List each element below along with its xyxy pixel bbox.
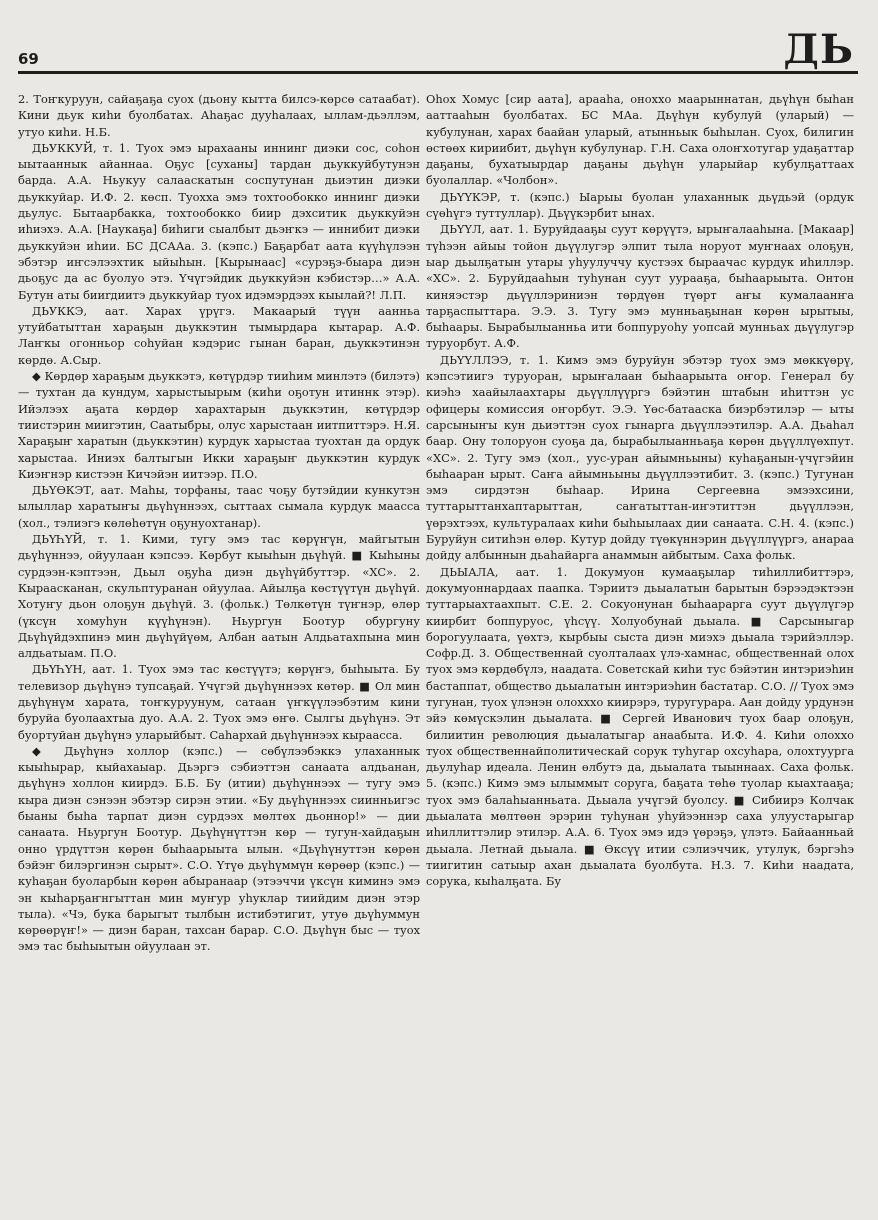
entry-paragraph: Оһох Хомус [сир аата], арааһа, оноххо маарыннатан, дьүһүн быһан ааттааһын буолбатах. БС МАа. Дьүһүн кубулуй (уларый) — кубулунан, харах баайан уларый, атынньык быһылан. Суох, билигин өстөөх кириибит, дьүһүн кубулунар. Г.Н. Саха олоҥхотугар удаҕаттар даҕаны, бухатыырдар даҕаны дьүһүн уларыйар кубулҕаттаах буолаллар. «Чолбон». <box>426 92 854 188</box>
header-rule <box>18 71 858 74</box>
entry-paragraph: ДЬҮҮЛЛЭЭ, т. 1. Кимэ эмэ буруйун эбэтэр туох эмэ мөккүөрү, кэпсэтиигэ туруоран, ырыҥалаан быһаарыыта оҥор. Генерал бу киэһэ хаайылаахтары дьүүллүүргэ бэйэтин штабын иһиттэн ус офицеры комиссия оҥорбут. Э.Э. Үөс-батааска биэрбэтилэр — ыты сарсыныҥы кун дьиэттэн суох гынарга дьүүллээтилэр. А.А. Дьаһал баар. Ону толоруон суоҕа да, бырабылыанньаҕа көрөн дьүүллүөхпут. «ХС». 2. Тугу эмэ (хол., уус-уран айымньыны) куһаҕанын-үчүгэйин быһааран ырыт. Саҥа айымньыны дьүүллээтибит. 3. (кэпс.) Тугунан эмэ сирдэтэн быһаар. Ирина Сергеевна эмээхсини, туттарыттанхаптарыттан, саҥатыттан-иҥэтиттэн дьүүллээн, үөрэхтээх, культуралаах киһи быһыылаах дии санаата. С.Н. 4. (кэпс.) Буруйун ситиһэн өлөр. Кутур дойду түөкүннэрин дьүүллүүргэ, анараа дойду албыннын дьаһайарга анаммын айбытым. Саха фольк. <box>426 352 854 563</box>
entry-paragraph: ◆ Көрдөр хараҕым дьуккэтэ, көтүрдэр тииһим минлэтэ (билэтэ) — тухтан да кундум, харыстыырым (киһи оҕотун итиннк этэр). Ийэлээх аҕата көрдөр харахтарын дьуккэтин, көтүрдэр тиистэрин мииrэтин, Саатыбры, олус харыстаан иитпиттэрэ. Н.Я. Хараҕыҥ харатын (дьуккэтин) курдук харыстаа туохтан да ордук харыстаа. Иниэх балтыгын Икки хараҕыҥ дьуккэтин курдук Киэҥнэр кистээн Кичэйэн иитээр. П.О. <box>18 369 420 481</box>
section-letter-heading: ДЬ <box>783 26 854 73</box>
left-column <box>18 91 420 1191</box>
entry-paragraph: ДЬҮҺҮЙ, т. 1. Кими, тугу эмэ тас көрүҥүн, майгытын дьүһүннээ, ойуулаан кэпсээ. Көрбут кыыһын дьүһүй. ■ Кыһыны сурдээн-кэптээн, Дьыл оҕуһа диэн дьүһүйбуттэр. «ХС». 2. Кыраасканан, скульптуранан ойуулаа. Айылҕа көстүүтүн дьүһүй. Хотуҥу дьон олоҕун дьүһүй. 3. (фольк.) Төлкөтүн түҥнэр, өлөр (үксүн хомуһун күүһүнэн). Ньургун Боотур обургуну Дьүһүйдэхпинэ мин дьүһүйүөм, Албан аатын Алдьатахпына мин алдьатыам. П.О. <box>18 532 420 661</box>
entry-paragraph: ДЬҮҮКЭР, т. (кэпс.) Ыарыы буолан улаханнык дьүдьэй (ордук сүөһүгэ туттуллар). Дьүүкэрбит ынах. <box>426 189 854 221</box>
entry-paragraph: ДЬУККЭ, аат. Харах үрүгэ. Макаарый түүн аанньа утуйбатыттан хараҕын дьуккэтин тымырдара кытарар. А.Ф. Лаҥкы огонньор соһуйан кэдэрис гынан баран, дьуккэтинэн көрдө. А.Сыр. <box>18 303 420 367</box>
entry-paragraph: ◆ Дьүһүнэ холлор (кэпс.) — сөбүлээбэккэ улаханнык кыыһырар, кыйахаыар. Дьэргэ сэбиэттэн санаата алдьанан, дьүһүнэ холлон киирдэ. Б.Б. Бу (итии) дьүһүннээх — тугу эмэ кыра диэн сэнээн эбэтэр сирэн этии. «Бу дьүһүннээх сиинньигэс быаны быһа тарпат диэн сурдээх мөлтөх дьоннор!» — дии санаата. Ньургун Боотур. Дьүһүнүттэн көр — тугун-хайдаҕын онно үрдүттэн көрөн быһаарыыта ылын. «Дьүһүнуттэн көрөн бэйэҥ билэргинэн сырыт». С.О. Үтүө дьүһүммүн көрөөр (кэпс.) — куһаҕан буоларбын көрөн абыранаар (этээччи үксүн киминэ эмэ эн кыһарҕаҥнгыттан мин муҥур уһуклар тиийдим диэн этэр тыла). «Чэ, бука барыгыт тылбын истибэтигит, утуө дьүһуммун көрөөрүҥ!» — диэн баран, тахсан барар. С.О. Дьүһүн быс — туох эмэ тас быһыытын ойуулаан эт. <box>18 743 420 954</box>
entry-paragraph: ДЬҮҮЛ, аат. 1. Буруйдааҕы суут көрүүтэ, ырыҥалааһына. [Макаар] түһээн айыы тойон дьүүлугэр элпит тыла норуот муҥнаах олоҕун, ыар дьылҕатын утары уһуулуччу кустээх быраачас курдук иһиллэр. «ХС». 2. Буруйдааһын туһунан суут уурааҕа, быһаарыыта. Онтон киняэстэр дьүүллэриниэн төрдүөн түөрт аҥы кумалаанҥа тарҕаспыттара. Э.Э. 3. Тугу эмэ мунньаҕынан көрөн ырытыы, быһаары. Бырабылыанньа ити боппуруоһу уопсай мунньах дьүүлугэр туруорбут. А.Ф. <box>426 222 854 351</box>
entry-paragraph: 2. Тоҥкуруун, сайаҕаҕа суох (дьону кытта билсэ-көрсө сатаабат). Кини дьук киһи буолбатах. Аһаҕас дууһалаах, ыллам-дьэллэм, утуо киһи. Н.Б. <box>18 92 420 139</box>
entry-paragraph: ДЬУККУЙ, т. 1. Туох эмэ ырахааны иннинг диэки сос, соһон ыытааннык айаннаа. Оҕус [суханы] тардан дьуккуйбутунэн барда. А.А. Ньукуу салааскатын соспутунан дьиэтин диэки дьуккуйар. И.Ф. 2. көсп. Туохха эмэ тохтообокко иннинг диэки дьулус. Бытаарбакка, тохтообокко биир дэхситик дьуккуйэн иһиэхэ. А.А. [Наукаҕа] биһиги сыалбыт дьэҥкэ — иннибит диэки дьуккуйэн иһии. БС ДСААа. 3. (кэпс.) Баҕарбат аата күүһүлээн эбэтэр иҥсэлээхтик ыйыһын. [Кырынаас] «сурэҕэ-быара диэн дьоҕус да ас буолуо этэ. Үчүгэйдик дьуккуйэн кэбистэр…» А.А. Бутун аты бииrдиитэ дьуккуйар туох идэмэрдээх кыылай?! Л.П. <box>18 140 420 302</box>
right-column <box>426 91 854 1191</box>
entry-paragraph: ДЬҮҺҮН, аат. 1. Туох эмэ тас көстүүтэ; көрүҥэ, быһыыта. Бу телевизор дьүһүнэ тупсаҕай. Үчүгэй дьүһүннээх көтөр. ■ Ол мин дьүһүнүм харата, тоҥкуруунум, сатаан үҥкүүлээбэтим кини буруйа буолаахтыа дуо. А.А. 2. Туох эмэ өҥө. Сылгы дьүһүнэ. Эт буортуйан дьүһүнэ уларыйбыт. Саһархай дьүһүннээх кыраасса. <box>18 662 420 742</box>
entry-paragraph: ДЬЫАЛА, аат. 1. Докумуон кумааҕылар тиһиллибиттэрэ, докумуоннардаах паапка. Тэриитэ дьыалатын барытын бэрээдэктээн туттарыахтаахпыт. С.Е. 2. Сокуонунан быһаарарга суут дьүүлүгэр киирбит боппуруос, үһсүү. Холуобунай дьыала. ■ Сарсыныгар борогуулаата, үөхтэ, кырбыы сыста диэн миэхэ дьыала тэрийэллэр. Софр.Д. 3. Общественнай суолталаах үлэ-хамнас, общественнай олох туох эмэ көрдөбүлэ, наадата. Советскай киһи тус бэйэтин интэриэһин бастаппат, общество дьыалатын интэриэһин бастатар. С.О. // Туох эмэ тугунан, туох үлэнэн олохххо киирэрэ, туругурара. Аан дойду урдунэн эйэ көмүскэлин дьыалата. ■ Сергей Иванович туох баар олоҕун, билиитин революция дьыалатыгар анаабыта. И.Ф. 4. Киһи олоххо туох общественнайполитическай сорук туһугар охсуһара, олохтуурга дьулуһар идеала. Ленин өлбутэ да, дьыалата тыыннаах. Саха фольк. 5. (кэпс.) Кимэ эмэ ылыммыт соруга, баҕата төһө туолар кыахтааҕа; туох эмэ балаһыанньата. Дьыала учүгэй буолсу. ■ Сибиирэ Колчак дьыалата мөлтөөн эрэрин туһунан уһуйээннэр саха улуустарыгар иһиллиттэлир этилэр. А.А. 6. Туох эмэ идэ үөрэҕэ, үлэтэ. Байаанньай дьыала. Летнай дьыала. ■ Өксүү итии сэлиэччик, утулук, бэргэһэ тиигитин сатыыр ахан дьыалата буолбута. Н.З. 7. Киһи наадата, сорука, кыһалҕата. Бу <box>426 564 854 889</box>
entry-paragraph: ДЬҮӨКЭТ, аат. Маһы, торфаны, таас чоҕу бутэйдии кункутэн ылыллар харатыҥы дьүһүннээх, сыттаах сымала курдук маасса (хол., тэлиэгэ көлөһөтүн оҕунуохтанар). <box>18 483 420 530</box>
page-number: 69 <box>18 50 39 68</box>
